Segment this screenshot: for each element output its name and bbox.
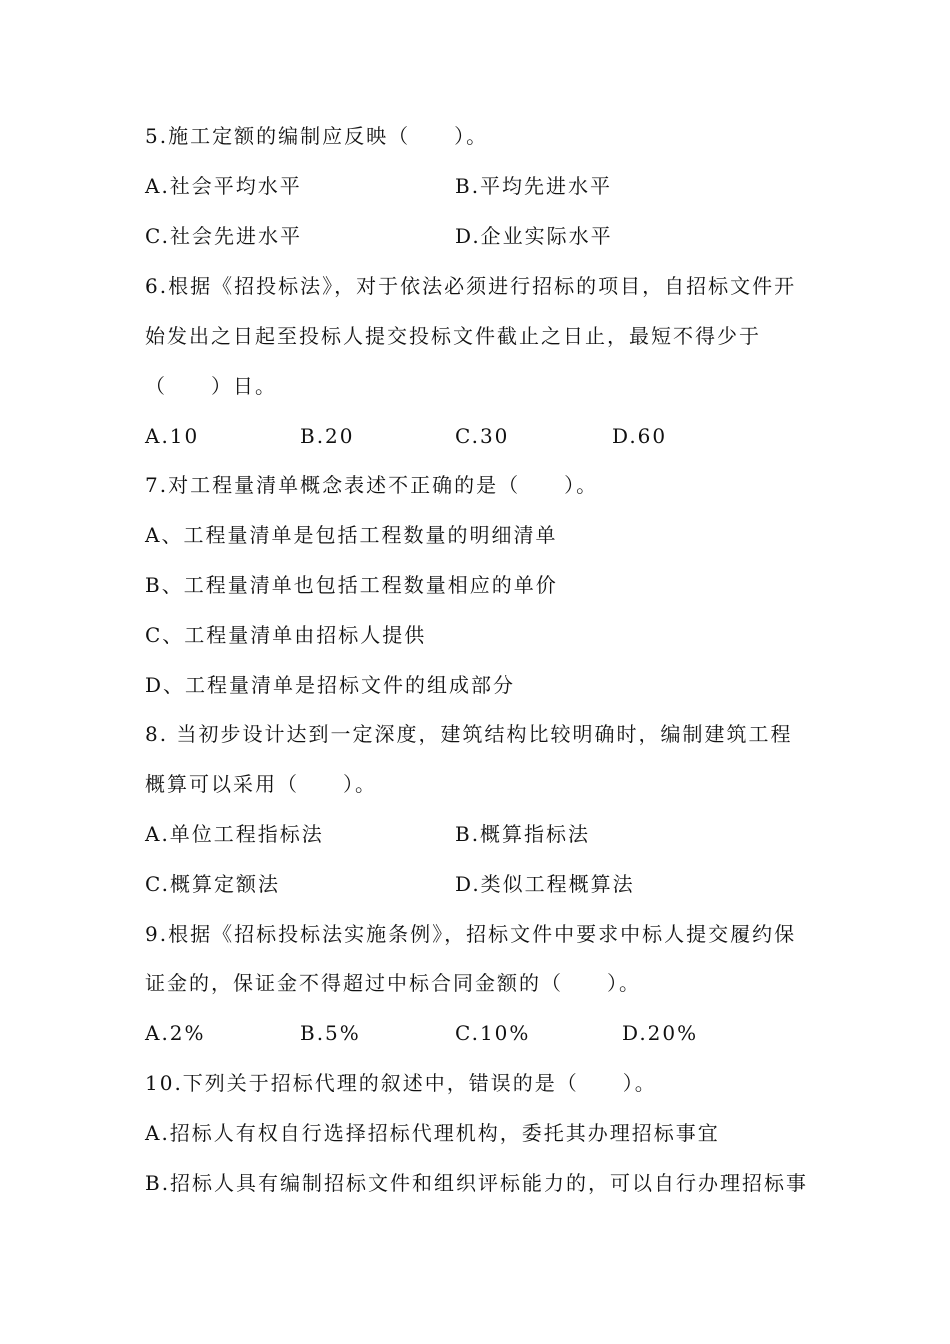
question-8-stem-line-2: 概算可以采用（ ）。 bbox=[145, 772, 377, 796]
question-7-option-b: B、工程量清单也包括工程数量相应的单价 bbox=[145, 573, 558, 597]
question-9-option-b: B.5% bbox=[300, 1021, 361, 1045]
question-5-option-d: D.企业实际水平 bbox=[455, 224, 613, 248]
question-7-stem: 7.对工程量清单概念表述不正确的是（ ）。 bbox=[145, 473, 599, 497]
question-6-option-d: D.60 bbox=[612, 424, 668, 448]
question-9-option-a: A.2% bbox=[145, 1021, 206, 1045]
question-6-option-b: B.20 bbox=[300, 424, 355, 448]
question-9-option-d: D.20% bbox=[622, 1021, 699, 1045]
question-7-option-d: D、工程量清单是招标文件的组成部分 bbox=[145, 673, 516, 697]
question-10-option-a: A.招标人有权自行选择招标代理机构，委托其办理招标事宜 bbox=[145, 1121, 720, 1145]
question-6-stem-line-1: 6.根据《招投标法》，对于依法必须进行招标的项目，自招标文件开 bbox=[145, 274, 797, 298]
question-8-option-a: A.单位工程指标法 bbox=[145, 822, 324, 846]
question-8-option-c: C.概算定额法 bbox=[145, 872, 280, 896]
question-9-stem-line-1: 9.根据《招标投标法实施条例》，招标文件中要求中标人提交履约保 bbox=[145, 922, 797, 946]
question-5-option-c: C.社会先进水平 bbox=[145, 224, 302, 248]
question-7-option-c: C、工程量清单由招标人提供 bbox=[145, 623, 427, 647]
question-6-option-a: A.10 bbox=[145, 424, 200, 448]
question-5-stem: 5.施工定额的编制应反映（ ）。 bbox=[145, 124, 489, 148]
question-8-option-d: D.类似工程概算法 bbox=[455, 872, 635, 896]
question-5-option-b: B.平均先进水平 bbox=[455, 174, 613, 198]
question-6-option-c: C.30 bbox=[455, 424, 510, 448]
question-6-stem-line-2: 始发出之日起至投标人提交投标文件截止之日止，最短不得少于 bbox=[145, 324, 761, 348]
question-9-option-c: C.10% bbox=[455, 1021, 531, 1045]
question-7-option-a: A、工程量清单是包括工程数量的明细清单 bbox=[145, 523, 558, 547]
question-5-option-a: A.社会平均水平 bbox=[145, 174, 302, 198]
question-8-stem-line-1: 8. 当初步设计达到一定深度，建筑结构比较明确时，编制建筑工程 bbox=[145, 722, 793, 746]
question-6-stem-line-3: （ ）日。 bbox=[145, 374, 277, 398]
question-8-option-b: B.概算指标法 bbox=[455, 822, 591, 846]
question-10-option-b: B.招标人具有编制招标文件和组织评标能力的，可以自行办理招标事 bbox=[145, 1171, 809, 1195]
question-9-stem-line-2: 证金的，保证金不得超过中标合同金额的（ ）。 bbox=[145, 971, 641, 995]
question-10-stem: 10.下列关于招标代理的叙述中，错误的是（ ）。 bbox=[145, 1071, 657, 1095]
